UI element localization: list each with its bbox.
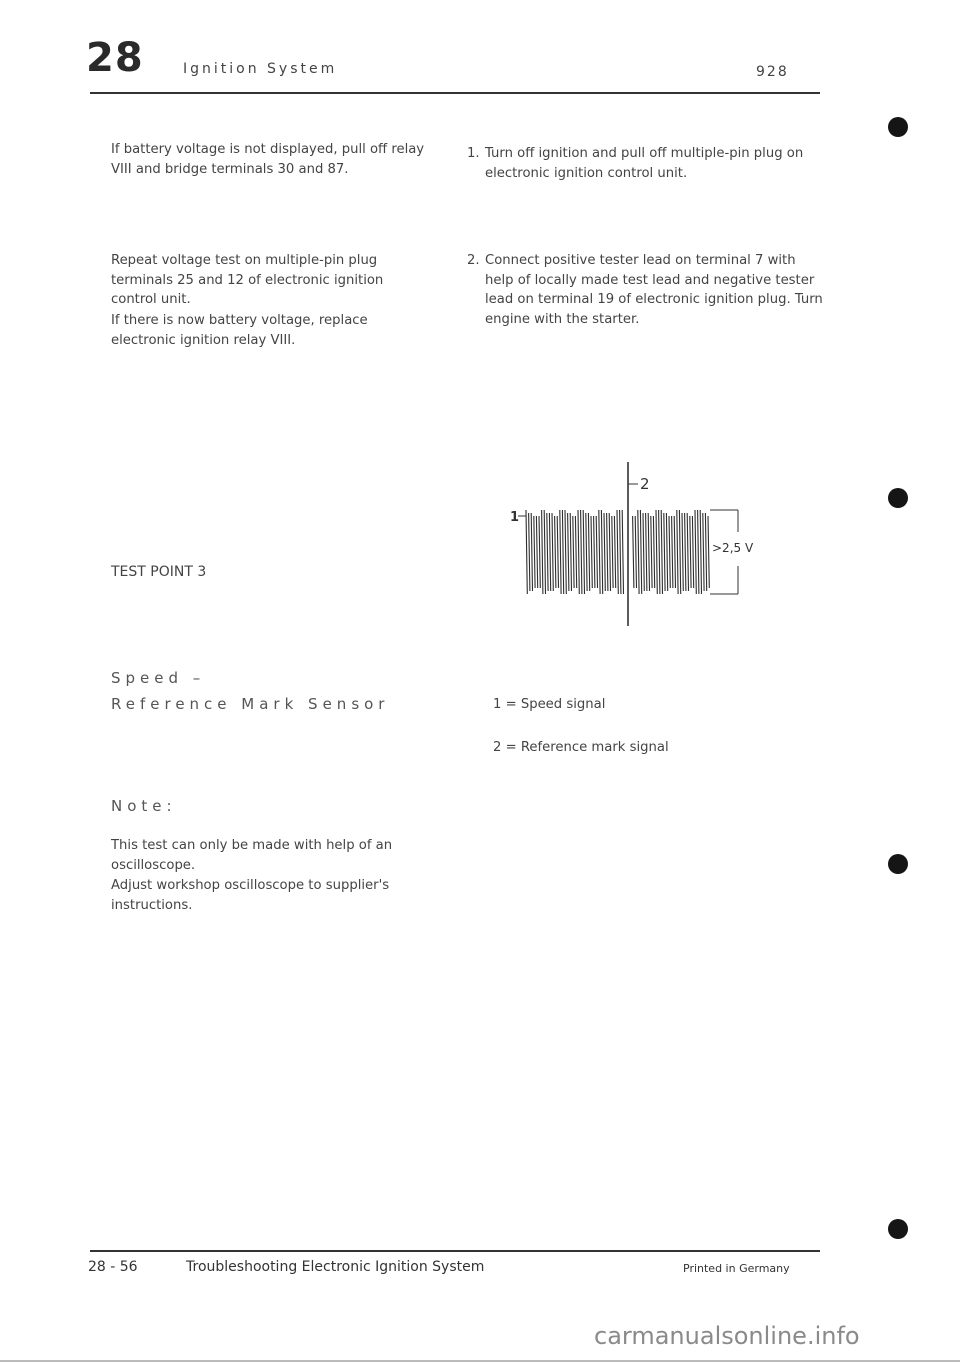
waveform-stroke <box>583 510 584 594</box>
waveform-stroke <box>692 516 693 588</box>
waveform-stroke <box>679 510 680 594</box>
page-number: 28 - 56 <box>88 1259 138 1275</box>
waveform-stroke <box>666 513 667 591</box>
waveform-stroke <box>682 513 683 591</box>
binder-hole <box>888 854 908 874</box>
page-edge <box>0 1360 960 1362</box>
waveform-stroke <box>599 510 600 594</box>
waveform-stroke <box>651 516 652 588</box>
waveform-stroke <box>646 513 647 591</box>
waveform-stroke <box>568 513 569 591</box>
waveform-stroke <box>586 513 587 591</box>
waveform-stroke <box>703 513 704 591</box>
waveform-stroke <box>617 510 618 594</box>
waveform-stroke <box>643 513 644 591</box>
model-number: 928 <box>756 64 789 80</box>
waveform-stroke <box>672 516 673 588</box>
label-2: 2 <box>640 475 650 493</box>
chapter-title: Ignition System <box>183 61 338 77</box>
waveform-stroke <box>547 513 548 591</box>
waveform-stroke <box>708 516 709 588</box>
waveform-stroke <box>656 510 657 594</box>
repeat-test-paragraph: Repeat voltage test on multiple-pin plug terminals 25 and 12 of electronic ignition control unit. <box>111 253 384 308</box>
binder-hole <box>888 1219 908 1239</box>
footer-section-title: Troubleshooting Electronic Ignition System <box>186 1259 485 1275</box>
waveform-stroke <box>700 510 701 594</box>
section-heading-sensor: Reference Mark Sensor <box>111 695 390 713</box>
watermark: carmanualsonline.info <box>594 1322 860 1350</box>
waveform-stroke <box>638 510 639 594</box>
waveform-stroke <box>591 516 592 588</box>
chapter-number: 28 <box>86 35 144 81</box>
waveform-stroke <box>565 510 566 594</box>
speed-signal-waveform <box>526 510 709 594</box>
legend-speed-signal: 1 = Speed signal <box>493 697 606 712</box>
binder-hole <box>888 117 908 137</box>
waveform-stroke <box>544 510 545 594</box>
note-oscilloscope: This test can only be made with help of an oscilloscope. <box>111 838 393 873</box>
waveform-stroke <box>594 516 595 588</box>
waveform-stroke <box>695 510 696 594</box>
waveform-stroke <box>648 513 649 591</box>
waveform-stroke <box>612 516 613 588</box>
waveform-stroke <box>607 513 608 591</box>
waveform-stroke <box>614 516 615 588</box>
waveform-stroke <box>635 516 636 588</box>
step-text: Turn off ignition and pull off multiple-pin plug on electronic ignition control unit. <box>485 146 804 181</box>
waveform-stroke <box>664 513 665 591</box>
waveform-stroke <box>536 516 537 588</box>
replace-relay-paragraph: If there is now battery voltage, replace electronic ignition relay VIII. <box>111 313 368 348</box>
waveform-stroke <box>526 510 527 594</box>
step-1 <box>467 144 827 183</box>
waveform-stroke <box>539 516 540 588</box>
waveform-stroke <box>557 516 558 588</box>
step-number: 1. <box>467 146 480 161</box>
waveform-stroke <box>560 510 561 594</box>
step-text: Connect positive tester lead on terminal 7 with help of locally made test lead and negative tester lead on terminal 19 of electronic ignition plug. Turn engine with the starter. <box>485 253 823 327</box>
test-point-label: TEST POINT 3 <box>111 564 207 580</box>
waveform-stroke <box>685 513 686 591</box>
waveform-stroke <box>677 510 678 594</box>
waveform-stroke <box>674 516 675 588</box>
footer-rule <box>90 1250 820 1252</box>
printed-in-germany: Printed in Germany <box>683 1262 790 1275</box>
waveform-stroke <box>555 516 556 588</box>
waveform-stroke <box>570 513 571 591</box>
header-rule <box>90 92 820 94</box>
legend-reference-mark-signal: 2 = Reference mark signal <box>493 740 669 755</box>
waveform-stroke <box>601 510 602 594</box>
waveform-stroke <box>534 516 535 588</box>
waveform-stroke <box>588 513 589 591</box>
waveform-stroke <box>575 516 576 588</box>
waveform-stroke <box>661 510 662 594</box>
binder-hole <box>888 488 908 508</box>
waveform-stroke <box>622 510 623 594</box>
waveform-stroke <box>552 513 553 591</box>
waveform-stroke <box>549 513 550 591</box>
waveform-stroke <box>690 516 691 588</box>
waveform-stroke <box>687 513 688 591</box>
battery-voltage-paragraph: If battery voltage is not displayed, pull off relay VIII and bridge terminals 30 and 87. <box>111 142 425 177</box>
waveform-stroke <box>633 516 634 588</box>
waveform-stroke <box>578 510 579 594</box>
waveform-stroke <box>573 516 574 588</box>
waveform-stroke <box>596 516 597 588</box>
waveform-stroke <box>531 513 532 591</box>
waveform-stroke <box>669 516 670 588</box>
waveform-stroke <box>640 510 641 594</box>
oscilloscope-waveform-figure <box>500 458 780 638</box>
waveform-stroke <box>609 513 610 591</box>
voltage-label: >2,5 V <box>712 541 754 555</box>
label-1: 1 <box>510 510 520 525</box>
waveform-stroke <box>698 510 699 594</box>
waveform-stroke <box>562 510 563 594</box>
waveform-stroke <box>604 513 605 591</box>
step-2 <box>467 251 827 329</box>
waveform-stroke <box>620 510 621 594</box>
note-label: Note: <box>111 797 177 815</box>
section-heading-speed: Speed – <box>111 669 206 687</box>
note-adjust: Adjust workshop oscilloscope to supplier's instructions. <box>111 878 390 913</box>
waveform-stroke <box>705 513 706 591</box>
waveform-stroke <box>653 516 654 588</box>
waveform-stroke <box>581 510 582 594</box>
waveform-stroke <box>542 510 543 594</box>
waveform-stroke <box>529 513 530 591</box>
step-number: 2. <box>467 253 480 268</box>
waveform-stroke <box>659 510 660 594</box>
